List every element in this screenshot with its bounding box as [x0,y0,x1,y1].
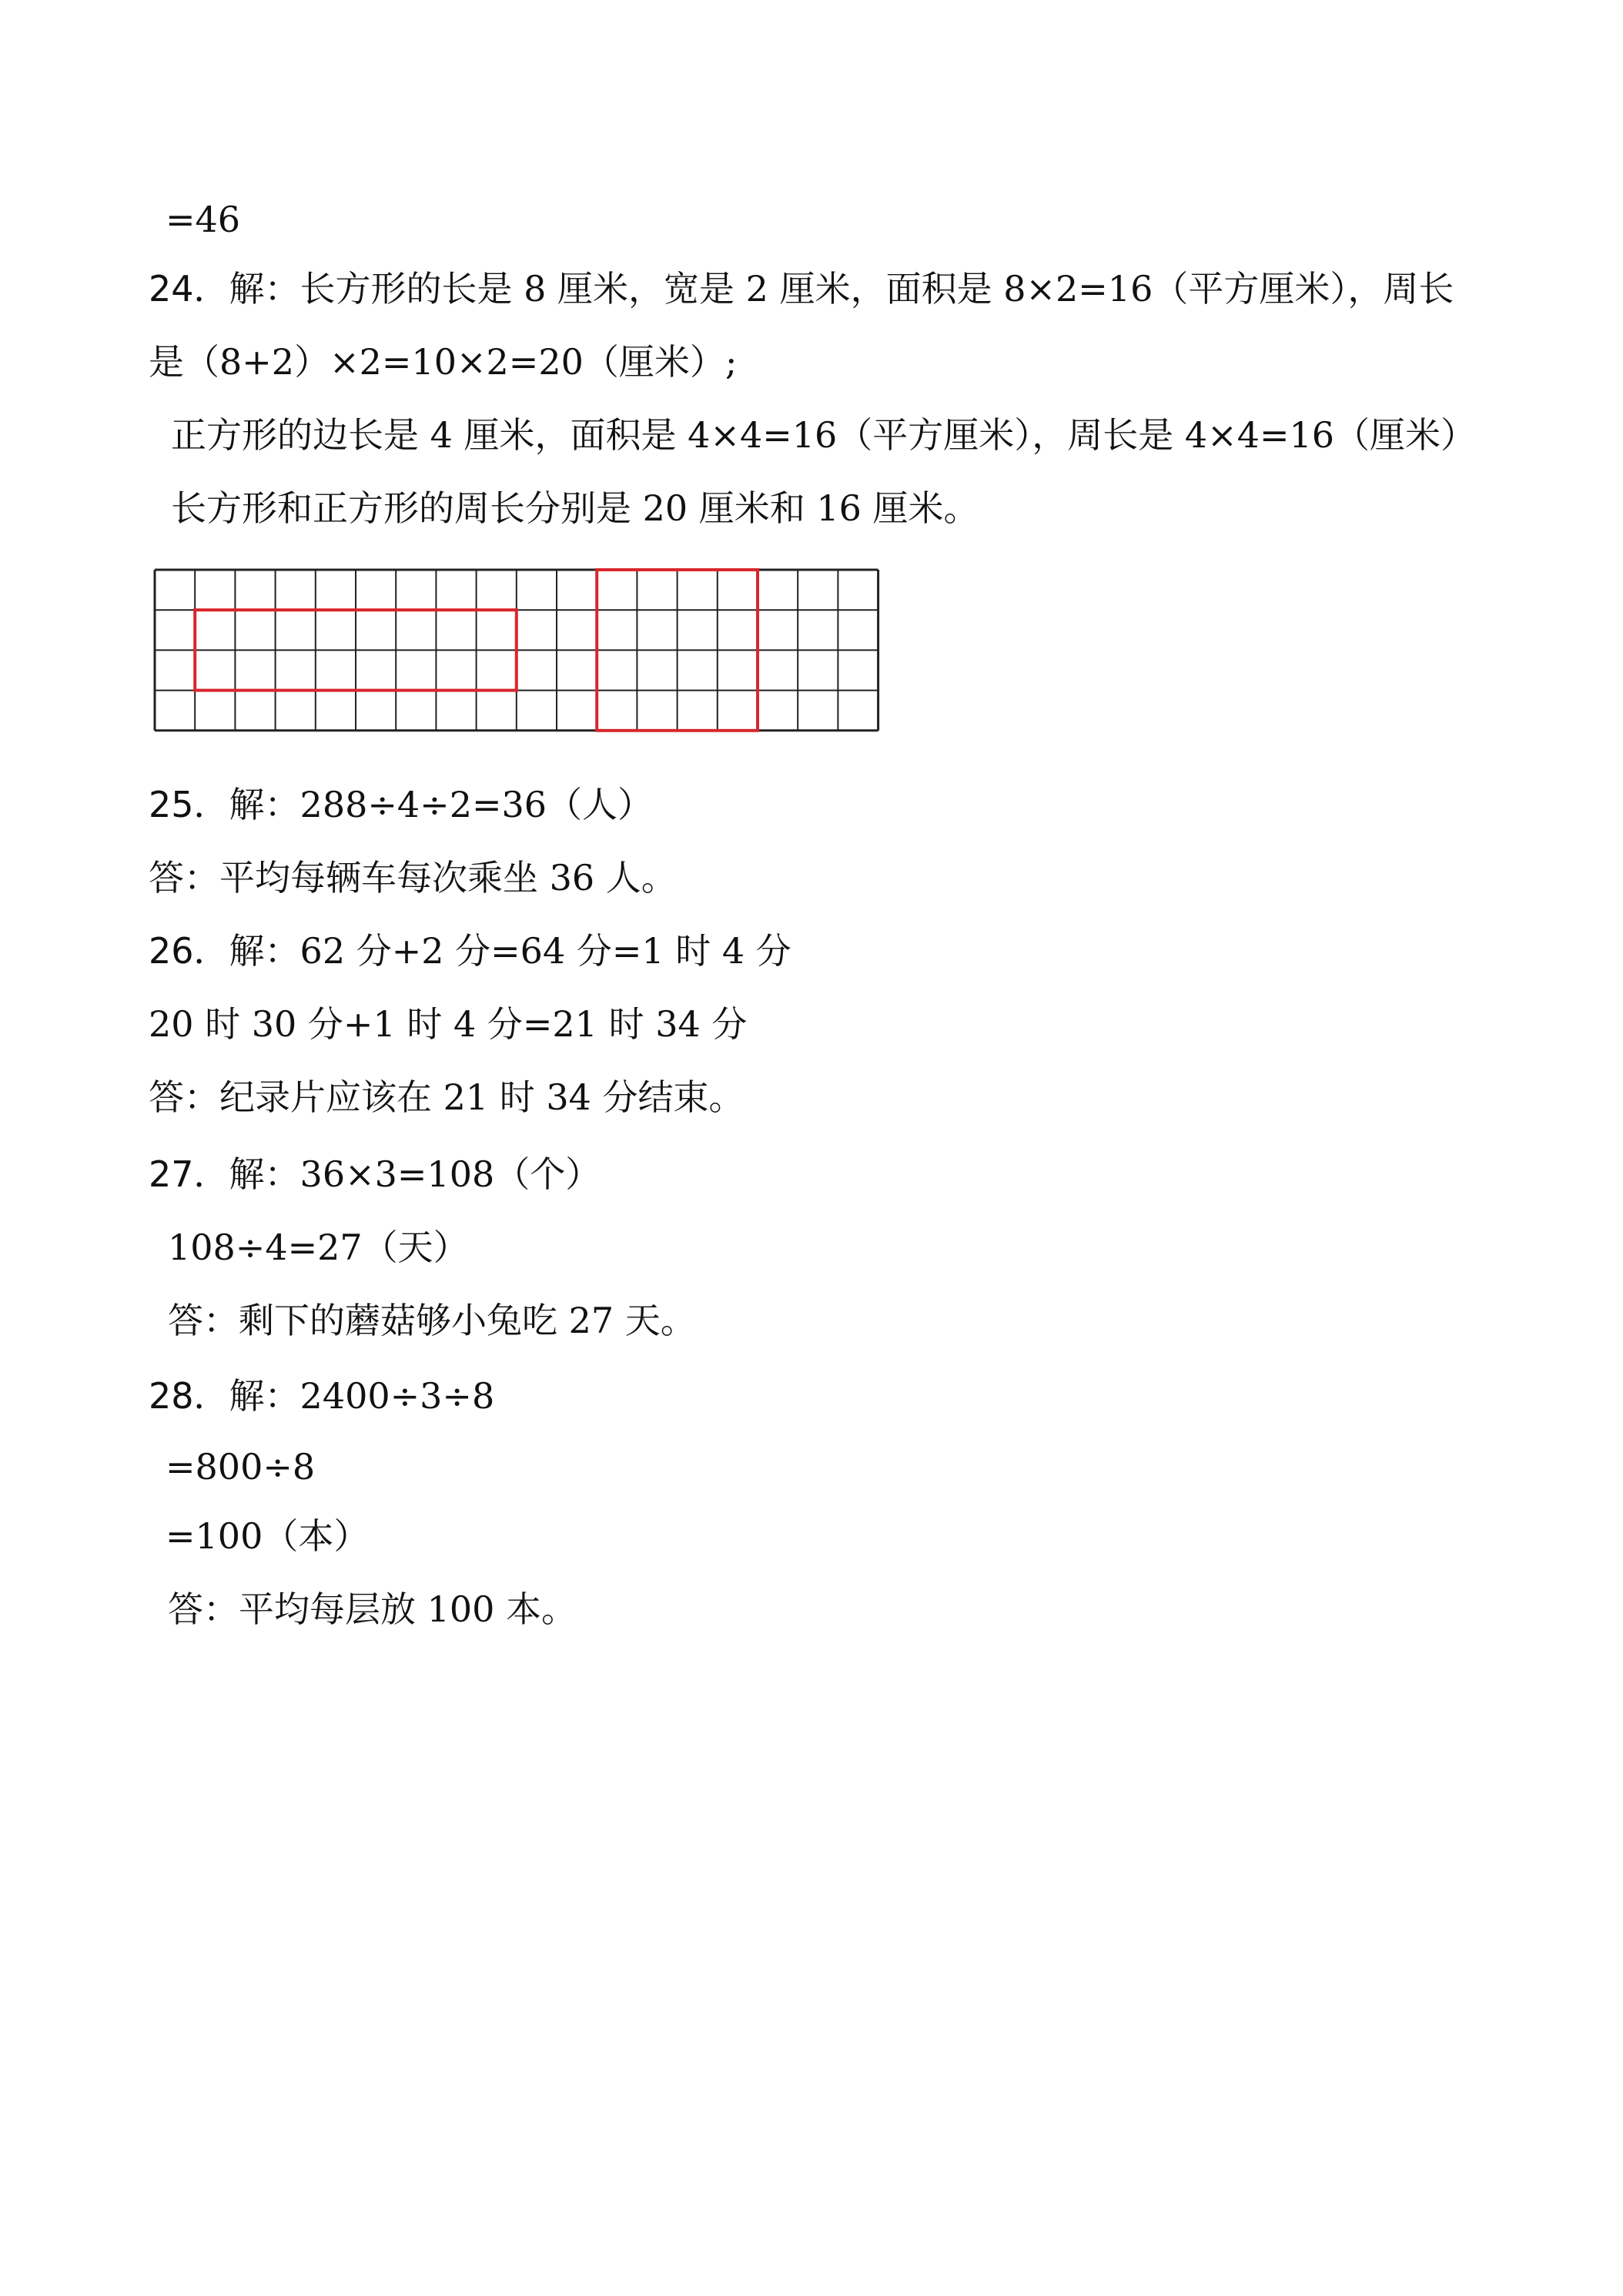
q28-line-2: =800÷8 [166,1446,316,1488]
grid-svg [152,567,882,745]
q25-text: 解：288÷4÷2=36（人） [229,784,654,825]
q25-line-1 [149,782,653,828]
q25-number: 25． [149,784,229,825]
q28-line-3: =100（本） [166,1515,370,1557]
q24-text: 解：长方形的长是 8 厘米，宽是 2 厘米，面积是 8×2=16（平方厘米），周长 [229,268,1454,310]
q24-answer-line: 长方形和正方形的周长分别是 20 厘米和 16 厘米。 [171,487,979,529]
q28-line-1 [149,1373,494,1419]
q28-number: 28． [149,1375,229,1417]
q28-answer: 答：平均每层放 100 本。 [168,1588,577,1630]
q27-line-2: 108÷4=27（天） [168,1227,469,1268]
grid-figure [152,567,882,748]
q24-line-2: 是（8+2）×2=10×2=20（厘米）; [149,341,738,383]
q25-answer: 答：平均每辆车每次乘坐 36 人。 [149,857,677,899]
q26-number: 26． [149,930,229,972]
q26-line-1 [149,928,791,974]
q28-text: 解：2400÷3÷8 [229,1375,495,1417]
q27-number: 27． [149,1153,229,1195]
q24-square-line: 正方形的边长是 4 厘米，面积是 4×4=16（平方厘米），周长是 4×4=16（厘米） [171,414,1477,456]
q26-text: 解：62 分+2 分=64 分=1 时 4 分 [229,930,791,972]
q27-answer: 答：剩下的蘑菇够小兔吃 27 天。 [168,1300,696,1341]
q26-line-2: 20 时 30 分+1 时 4 分=21 时 34 分 [149,1003,748,1045]
q27-line-1 [149,1151,601,1197]
q26-answer: 答：纪录片应该在 21 时 34 分结束。 [149,1076,745,1118]
line-result-46: =46 [166,199,241,240]
q27-text: 解：36×3=108（个） [229,1153,601,1195]
q24-number: 24． [149,268,229,310]
q24-line-1 [149,266,1454,312]
